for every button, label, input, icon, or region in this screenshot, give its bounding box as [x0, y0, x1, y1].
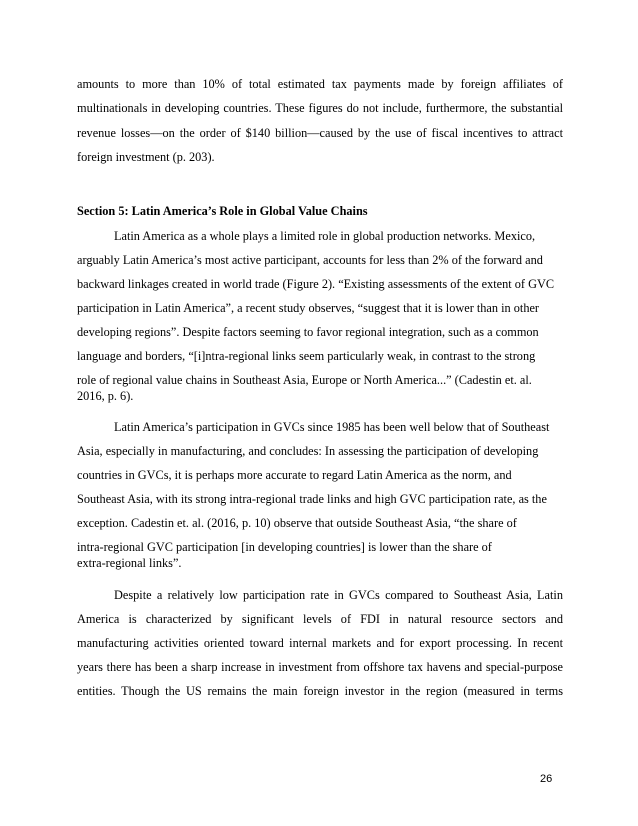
section-heading: Section 5: Latin America’s Role in Global Value Chains: [77, 204, 368, 218]
paragraph-2-line: participation in Latin America”, a recent study observes, “suggest that it is lower than in other: [77, 301, 540, 315]
paragraph-2-line: role of regional value chains in Southeast Asia, Europe or North America...” (Cadestin et. al.: [77, 373, 532, 387]
paragraph-4-line: entities. Though the US remains the main foreign investor in the region (measured in terms: [77, 684, 563, 698]
paragraph-3-line: exception. Cadestin et. al. (2016, p. 10) observe that outside Southeast Asia, “the share of: [77, 516, 517, 530]
paragraph-2-line: arguably Latin America’s most active participant, accounts for less than 2% of the forward and: [77, 253, 543, 267]
paragraph-3-line: intra-regional GVC participation [in developing countries] is lower than the share of: [77, 540, 492, 554]
paragraph-1-line: amounts to more than 10% of total estimated tax payments made by foreign affiliates of: [77, 77, 563, 91]
paragraph-2-line: developing regions”. Despite factors seeming to favor regional integration, such as a common: [77, 325, 539, 339]
paragraph-3-line: Asia, especially in manufacturing, and concludes: In assessing the participation of developing: [77, 444, 539, 458]
paragraph-4-line: America is characterized by significant levels of FDI in natural resource sectors and: [77, 612, 563, 626]
paragraph-3-line: Latin America’s participation in GVCs since 1985 has been well below that of Southeast: [114, 420, 550, 434]
paragraph-4-line: years there has been a sharp increase in investment from offshore tax havens and special-purpose: [77, 660, 563, 674]
paragraph-1-line: multinationals in developing countries. These figures do not include, furthermore, the substantial: [77, 101, 563, 115]
paragraph-2-line: Latin America as a whole plays a limited role in global production networks. Mexico,: [114, 229, 536, 243]
paragraph-3-line: extra-regional links”.: [77, 556, 182, 570]
paragraph-2-line: language and borders, “[i]ntra-regional links seem particularly weak, in contrast to the strong: [77, 349, 536, 363]
paragraph-2-line: 2016, p. 6).: [77, 389, 134, 403]
page-number: 26: [540, 773, 553, 785]
paragraph-3-line: Southeast Asia, with its strong intra-regional trade links and high GVC participation rate, as the: [77, 492, 547, 506]
paragraph-4-line: Despite a relatively low participation rate in GVCs compared to Southeast Asia, Latin: [114, 588, 563, 602]
paragraph-2-line: backward linkages created in world trade (Figure 2). “Existing assessments of the extent of GVC: [77, 277, 555, 291]
paragraph-4-line: manufacturing activities oriented toward internal markets and for export processing. In recent: [77, 636, 563, 650]
paragraph-1-line: foreign investment (p. 203).: [77, 150, 215, 164]
paragraph-3-line: countries in GVCs, it is perhaps more accurate to regard Latin America as the norm, and: [77, 468, 512, 482]
paragraph-1-line: revenue losses—on the order of $140 billion—caused by the use of fiscal incentives to attract: [77, 126, 563, 140]
